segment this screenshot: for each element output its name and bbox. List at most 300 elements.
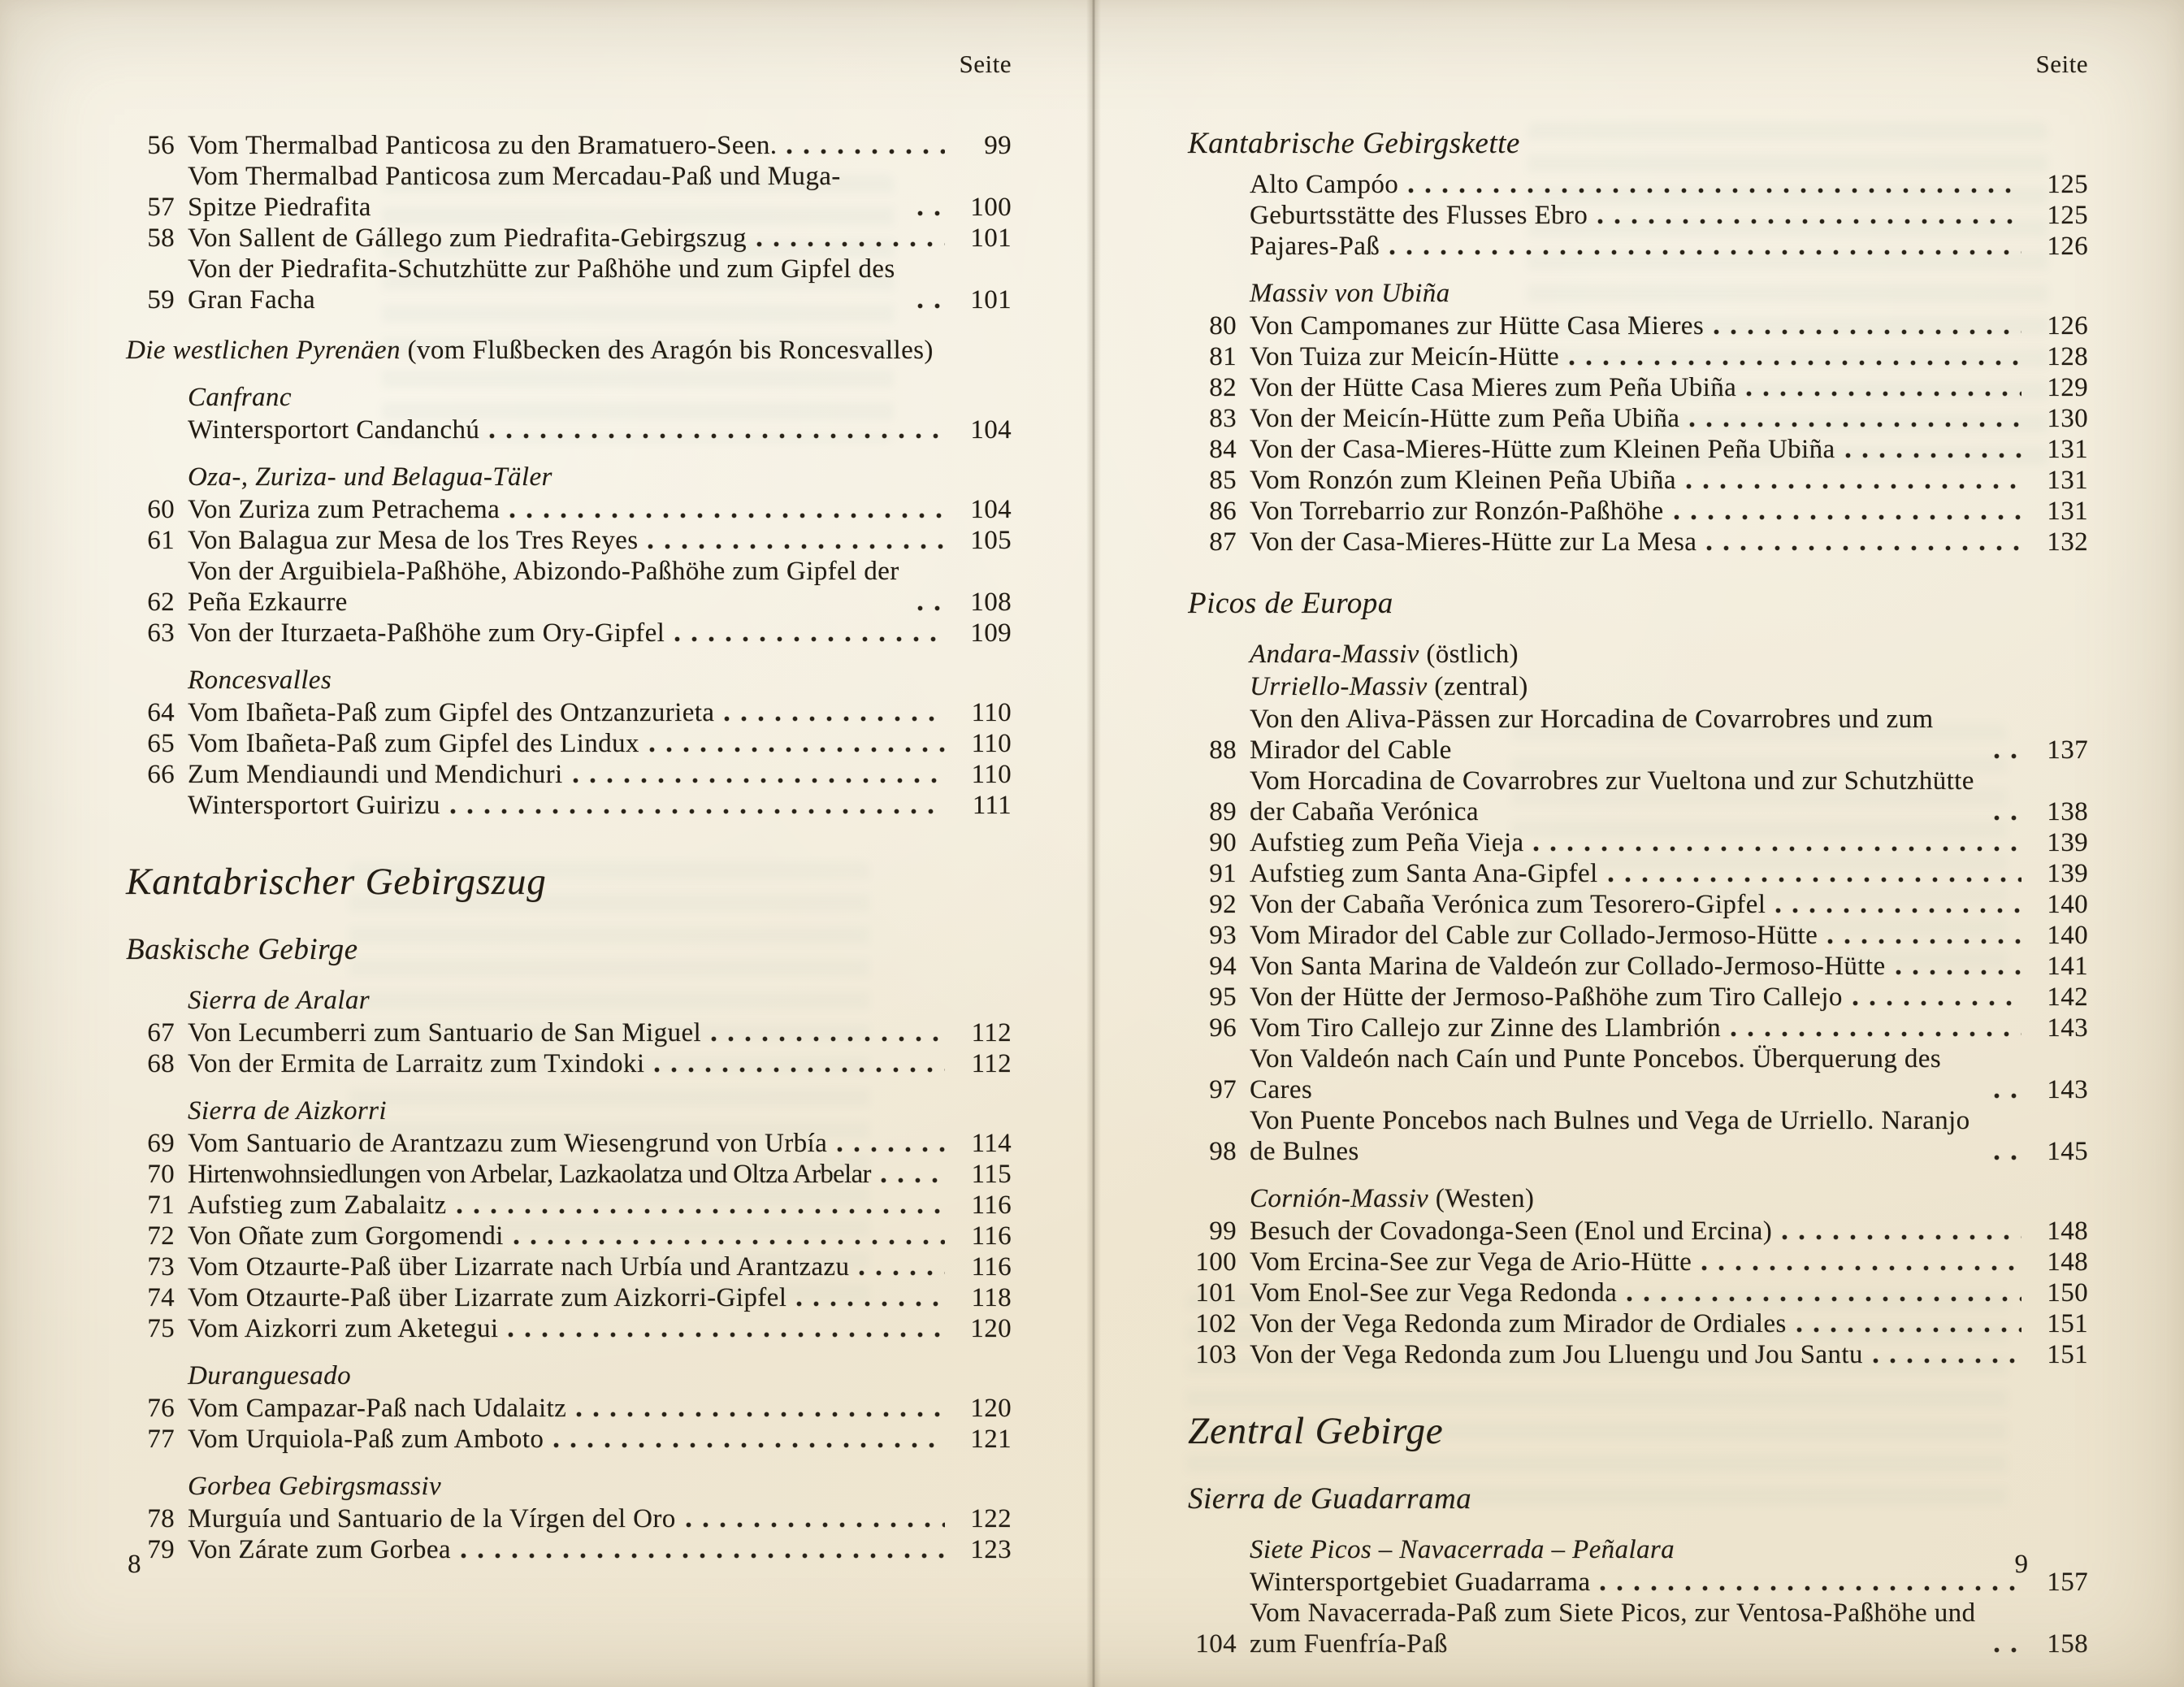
- entry-title: Von Tuiza zur Meicín-Hütte: [1250, 342, 1560, 371]
- entry-body: [1250, 1013, 2030, 1043]
- toc-entry: [1188, 920, 2088, 951]
- entry-page: 140: [2047, 890, 2088, 919]
- entry-body: [1250, 858, 2030, 889]
- dot-leader: [1600, 1584, 2022, 1593]
- entry-title: Wintersportgebiet Guadarrama: [1250, 1568, 1591, 1597]
- entry-title: Von der Casa-Mieres-Hütte zur La Mesa: [1250, 527, 1697, 557]
- entry-page: 142: [2047, 982, 2088, 1012]
- entry-title: Von der Hütte der Jermoso-Paßhöhe zum Tiro Callejo: [1250, 982, 1843, 1012]
- entry-title: Von Valdeón nach Caín und Punte Poncebos. Überquerung des Cares: [1250, 1044, 1942, 1104]
- entry-body: [188, 1048, 953, 1079]
- entry-title: Von Oñate zum Gorgomendi: [188, 1221, 504, 1251]
- entry-number: 72: [147, 1221, 175, 1251]
- entry-title: Von Campomanes zur Hütte Casa Mieres: [1250, 311, 1705, 340]
- entry-body: [188, 130, 953, 161]
- entry-page: 120: [970, 1394, 1012, 1423]
- section-heading: [126, 335, 1012, 366]
- toc-entry: [126, 223, 1012, 254]
- entry-body: [188, 1424, 953, 1455]
- entry-body: [1250, 951, 2030, 982]
- dot-leader: [1746, 389, 2022, 398]
- entry-page: 143: [2047, 1013, 2088, 1043]
- entry-body: [1250, 982, 2030, 1013]
- entry-page: 132: [2047, 527, 2088, 557]
- toc-entry: [1188, 1339, 2088, 1370]
- entry-number: 61: [147, 526, 175, 555]
- entry-number: 83: [1209, 404, 1237, 433]
- entry-page: 126: [2047, 311, 2088, 340]
- entry-page: 112: [971, 1049, 1012, 1078]
- entry-title: Hirtenwohnsiedlungen von Arbelar, Lazkaolatza und Oltza Arbelar: [188, 1160, 871, 1189]
- dot-leader: [1827, 937, 2022, 946]
- toc-entry: [126, 697, 1012, 728]
- entry-number: 69: [147, 1129, 175, 1158]
- entry-number: 80: [1209, 311, 1237, 340]
- entry-page: 104: [970, 495, 1012, 524]
- entry-body: [188, 1393, 953, 1424]
- entry-page: 116: [971, 1252, 1012, 1282]
- entry-number: 95: [1209, 982, 1237, 1012]
- entry-page: 138: [2047, 797, 2088, 826]
- chapter-heading-text: Kantabrischer Gebirgszug: [126, 861, 547, 903]
- dot-leader: [1389, 248, 2022, 257]
- entry-page: 101: [970, 285, 1012, 314]
- subsection-heading-suffix: (Westen): [1428, 1184, 1535, 1213]
- toc-entry: [1188, 1216, 2088, 1247]
- entry-body: [188, 790, 953, 821]
- entry-number: 87: [1209, 527, 1237, 557]
- dot-leader: [917, 209, 945, 218]
- entry-title: Von der Piedrafita-Schutzhütte zur Paßhöhe und zum Gipfel des Gran Facha: [188, 254, 895, 314]
- entry-body: [188, 1282, 953, 1313]
- entry-page: 122: [970, 1504, 1012, 1533]
- entry-title: Von Torrebarrio zur Ronzón-Paßhöhe: [1250, 497, 1664, 526]
- subsection-heading: [1250, 639, 2088, 670]
- dot-leader: [1896, 968, 2022, 977]
- entry-number: 75: [147, 1314, 175, 1343]
- toc-entry: [126, 1282, 1012, 1313]
- dot-leader: [461, 1551, 945, 1560]
- entry-number: 98: [1209, 1137, 1237, 1166]
- entry-number: 76: [147, 1394, 175, 1423]
- dot-leader: [756, 240, 945, 249]
- entry-page: 139: [2047, 859, 2088, 888]
- toc-entry: [1188, 889, 2088, 920]
- entry-body: [1250, 1339, 2030, 1370]
- toc-entry: [126, 1393, 1012, 1424]
- toc-entry: [126, 728, 1012, 759]
- entry-number: 77: [147, 1425, 175, 1454]
- entry-body: [188, 414, 953, 445]
- seite-label: [1188, 49, 2088, 80]
- subsection-heading: [188, 1471, 1012, 1502]
- dot-leader: [1706, 544, 2022, 553]
- subsection-heading: [188, 665, 1012, 696]
- entry-title: Vom Otzaurte-Paß über Lizarrate nach Urbía und Arantzazu: [188, 1252, 850, 1282]
- subsection-heading-text: Urriello-Massiv: [1250, 672, 1428, 701]
- entry-page: 141: [2047, 952, 2088, 981]
- entry-body: [188, 1017, 953, 1048]
- dot-leader: [917, 301, 945, 310]
- toc-entry: [1188, 827, 2088, 858]
- dot-leader: [1852, 999, 2022, 1008]
- subsection-heading: [188, 985, 1012, 1016]
- entry-title: Geburtsstätte des Flusses Ebro: [1250, 201, 1588, 230]
- toc-entry: [126, 1503, 1012, 1534]
- entry-number: 66: [147, 760, 175, 789]
- toc-entry: [1188, 434, 2088, 465]
- toc-list-left: [126, 49, 1012, 1565]
- entry-number: 92: [1209, 890, 1237, 919]
- toc-entry: [126, 1128, 1012, 1159]
- entry-title: Aufstieg zum Santa Ana-Gipfel: [1250, 859, 1598, 888]
- subsection-heading-text: Siete Picos – Navacerrada – Peñalara: [1250, 1535, 1675, 1564]
- entry-title: Von der Casa-Mieres-Hütte zum Kleinen Peña Ubiña: [1250, 435, 1835, 464]
- dot-leader: [553, 1441, 945, 1450]
- entry-page: 157: [2047, 1568, 2088, 1597]
- entry-title: Alto Campóo: [1250, 170, 1399, 199]
- entry-page: 140: [2047, 921, 2088, 950]
- entry-number: 84: [1209, 435, 1237, 464]
- entry-page: 130: [2047, 404, 2088, 433]
- entry-page: 139: [2047, 828, 2088, 857]
- entry-number: 90: [1209, 828, 1237, 857]
- dot-leader: [1775, 906, 2022, 915]
- entry-title: Von Balagua zur Mesa de los Tres Reyes: [188, 526, 639, 555]
- group-heading-text: Picos de Europa: [1188, 587, 1393, 620]
- entry-title: Murguía und Santuario de la Vírgen del Oro: [188, 1504, 676, 1533]
- toc-entry: [1188, 1013, 2088, 1043]
- dot-leader: [881, 1176, 945, 1185]
- entry-page: 99: [984, 131, 1012, 160]
- entry-body: [1250, 200, 2030, 231]
- subsection-heading: [188, 382, 1012, 413]
- subsection-heading: [188, 462, 1012, 492]
- toc-entry: [126, 1313, 1012, 1344]
- toc-list-right: [1188, 49, 2088, 1659]
- entry-body: [188, 254, 953, 315]
- entry-body: [1250, 1247, 2030, 1277]
- entry-number: 97: [1209, 1075, 1237, 1104]
- toc-entry: [1188, 1043, 2088, 1105]
- entry-page: 128: [2047, 342, 2088, 371]
- dot-leader: [508, 1330, 945, 1339]
- entry-title: Vom Aizkorri zum Aketegui: [188, 1314, 499, 1343]
- group-heading: [1188, 585, 2088, 622]
- entry-number: 88: [1209, 735, 1237, 765]
- entry-number: 57: [147, 193, 175, 222]
- entry-number: 67: [147, 1018, 175, 1047]
- entry-body: [1250, 310, 2030, 341]
- entry-body: [188, 759, 953, 790]
- entry-number: 100: [1195, 1247, 1237, 1277]
- toc-entry: [126, 1159, 1012, 1190]
- entry-title: Vom Campazar-Paß nach Udalaitz: [188, 1394, 567, 1423]
- entry-number: 58: [147, 223, 175, 253]
- subsection-heading-text: Canfranc: [188, 383, 292, 412]
- entry-number: 73: [147, 1252, 175, 1282]
- entry-body: [1250, 889, 2030, 920]
- subsection-heading-suffix: (östlich): [1419, 640, 1519, 669]
- entry-title: Von den Aliva-Pässen zur Horcadina de Covarrobres und zum Mirador del Cable: [1250, 705, 1934, 765]
- dot-leader: [648, 542, 945, 551]
- section-heading-suffix: (vom Flußbecken des Aragón bis Roncesvalles): [400, 336, 934, 365]
- entry-title: Besuch der Covadonga-Seen (Enol und Ercina): [1250, 1216, 1773, 1246]
- entry-title: Von der Meicín-Hütte zum Peña Ubiña: [1250, 404, 1680, 433]
- dot-leader: [1796, 1325, 2022, 1334]
- entry-number: 60: [147, 495, 175, 524]
- entry-page: 104: [970, 415, 1012, 445]
- dot-leader: [674, 635, 945, 644]
- entry-body: [1250, 827, 2030, 858]
- entry-title: Von Sallent de Gállego zum Piedrafita-Gebirgszug: [188, 223, 747, 253]
- dot-leader: [1873, 1356, 2022, 1365]
- toc-entry: [126, 161, 1012, 223]
- entry-body: [188, 161, 953, 223]
- subsection-heading-text: Duranguesado: [188, 1361, 351, 1390]
- entry-title: Vom Thermalbad Panticosa zum Mercadau-Paß und Muga-Spitze Piedrafita: [188, 162, 841, 222]
- dot-leader: [837, 1145, 945, 1154]
- entry-page: 116: [971, 1221, 1012, 1251]
- entry-page: 151: [2047, 1309, 2088, 1338]
- toc-entry: [126, 1190, 1012, 1221]
- subsection-heading: [1250, 1183, 2088, 1214]
- dot-leader: [649, 745, 945, 754]
- group-heading: [1188, 1481, 2088, 1518]
- subsection-heading-text: Cornión-Massiv: [1250, 1184, 1429, 1213]
- entry-title: Aufstieg zum Zabalaitz: [188, 1190, 447, 1220]
- entry-number: 70: [147, 1160, 175, 1189]
- dot-leader: [576, 1410, 945, 1419]
- dot-leader: [654, 1065, 945, 1074]
- toc-entry: [1188, 765, 2088, 827]
- subsection-heading: [188, 1095, 1012, 1126]
- entry-body: [188, 1190, 953, 1221]
- entry-body: [1250, 1308, 2030, 1339]
- entry-body: [1250, 1277, 2030, 1308]
- entry-title: Von Puente Poncebos nach Bulnes und Vega de Urriello. Naranjo de Bulnes: [1250, 1106, 1970, 1166]
- entry-title: Von Zárate zum Gorbea: [188, 1535, 451, 1564]
- entry-page: 118: [971, 1283, 1012, 1312]
- toc-entry: [1188, 527, 2088, 557]
- entry-title: Von der Ermita de Larraitz zum Txindoki: [188, 1049, 645, 1078]
- entry-title: Von der Vega Redonda zum Jou Lluengu und Jou Santu: [1250, 1340, 1863, 1369]
- dot-leader: [457, 1207, 945, 1216]
- entry-page: 112: [971, 1018, 1012, 1047]
- seite-label: [126, 49, 1012, 80]
- dot-leader: [1782, 1233, 2022, 1242]
- entry-page: 129: [2047, 373, 2088, 402]
- entry-number: 99: [1209, 1216, 1237, 1246]
- chapter-heading: [1188, 1409, 2088, 1453]
- entry-body: [188, 1534, 953, 1565]
- toc-entry: [1188, 982, 2088, 1013]
- dot-leader: [1701, 1264, 2022, 1273]
- entry-number: 71: [147, 1190, 175, 1220]
- subsection-heading-text: Gorbea Gebirgsmassiv: [188, 1472, 442, 1501]
- entry-title: Vom Ronzón zum Kleinen Peña Ubiña: [1250, 466, 1676, 495]
- entry-body: [188, 1503, 953, 1534]
- entry-page: 131: [2047, 466, 2088, 495]
- toc-entry: [1188, 858, 2088, 889]
- entry-title: Vom Santuario de Arantzazu zum Wiesengrund von Urbía: [188, 1129, 828, 1158]
- subsection-heading-text: Sierra de Aizkorri: [188, 1096, 387, 1125]
- dot-leader: [1408, 186, 2022, 195]
- entry-number: 62: [147, 588, 175, 617]
- entry-body: [1250, 527, 2030, 557]
- entry-body: [1250, 1043, 2030, 1105]
- toc-entry: [1188, 1277, 2088, 1308]
- entry-title: Vom Enol-See zur Vega Redonda: [1250, 1278, 1618, 1308]
- entry-page: 148: [2047, 1216, 2088, 1246]
- entry-page: 131: [2047, 435, 2088, 464]
- toc-entry: [1188, 496, 2088, 527]
- entry-body: [1250, 465, 2030, 496]
- page-number-left: 8: [128, 1550, 141, 1579]
- dot-leader: [711, 1034, 945, 1043]
- entry-body: [1250, 403, 2030, 434]
- toc-entry: [1188, 1247, 2088, 1277]
- group-heading: [126, 931, 1012, 969]
- chapter-heading-text: Zentral Gebirge: [1188, 1410, 1444, 1452]
- entry-number: 74: [147, 1283, 175, 1312]
- entry-page: 125: [2047, 201, 2088, 230]
- entry-page: 151: [2047, 1340, 2088, 1369]
- entry-number: 78: [147, 1504, 175, 1533]
- entry-number: 89: [1209, 797, 1237, 826]
- toc-entry: [1188, 704, 2088, 765]
- dot-leader: [686, 1520, 945, 1529]
- group-heading-text: Sierra de Guadarrama: [1188, 1482, 1472, 1516]
- subsection-heading-suffix: (zentral): [1427, 672, 1528, 701]
- entry-number: 68: [147, 1049, 175, 1078]
- entry-number: 94: [1209, 952, 1237, 981]
- toc-entry: [126, 1221, 1012, 1251]
- dot-leader: [573, 776, 945, 785]
- toc-entry: [1188, 403, 2088, 434]
- entry-page: 110: [971, 698, 1012, 727]
- toc-entry: [1188, 231, 2088, 262]
- toc-entry: [126, 1424, 1012, 1455]
- subsection-heading-text: Sierra de Aralar: [188, 986, 370, 1015]
- entry-title: Vom Urquiola-Paß zum Amboto: [188, 1425, 544, 1454]
- entry-page: 148: [2047, 1247, 2088, 1277]
- entry-page: 121: [970, 1425, 1012, 1454]
- entry-body: [188, 1221, 953, 1251]
- entry-number: 56: [147, 131, 175, 160]
- dot-leader: [509, 511, 945, 520]
- entry-page: 123: [970, 1535, 1012, 1564]
- toc-entry: [126, 254, 1012, 315]
- entry-page: 116: [971, 1190, 1012, 1220]
- entry-title: Vom Navacerrada-Paß zum Siete Picos, zur Ventosa-Paßhöhe und zum Fuenfría-Paß: [1250, 1598, 1976, 1659]
- toc-entry: [1188, 1567, 2088, 1598]
- entry-title: Vom Ibañeta-Paß zum Gipfel des Ontzanzurieta: [188, 698, 715, 727]
- entry-page: 110: [971, 729, 1012, 758]
- entry-page: 131: [2047, 497, 2088, 526]
- dot-leader: [724, 714, 945, 723]
- entry-number: 93: [1209, 921, 1237, 950]
- entry-page: 111: [972, 791, 1012, 820]
- entry-page: 110: [971, 760, 1012, 789]
- seite-label-text: Seite: [959, 50, 1012, 78]
- entry-number: 59: [147, 285, 175, 314]
- entry-page: 137: [2047, 735, 2088, 765]
- entry-number: 63: [147, 618, 175, 648]
- toc-entry: [1188, 372, 2088, 403]
- dot-leader: [1994, 1091, 2022, 1100]
- toc-entry: [1188, 341, 2088, 372]
- entry-body: [188, 1251, 953, 1282]
- toc-entry: [126, 414, 1012, 445]
- entry-title: Wintersportort Guirizu: [188, 791, 440, 820]
- dot-leader: [450, 807, 945, 816]
- entry-body: [188, 525, 953, 556]
- page-right: [1092, 0, 2184, 1687]
- toc-entry: [1188, 1308, 2088, 1339]
- dot-leader: [1674, 513, 2022, 522]
- dot-leader: [1845, 451, 2022, 460]
- entry-body: [188, 728, 953, 759]
- dot-leader: [859, 1269, 945, 1277]
- entry-number: 65: [147, 729, 175, 758]
- entry-title: Von Santa Marina de Valdeón zur Collado-Jermoso-Hütte: [1250, 952, 1886, 981]
- page-number-right: 9: [2014, 1550, 2028, 1579]
- group-heading-text: Baskische Gebirge: [126, 933, 358, 966]
- dot-leader: [1608, 875, 2022, 884]
- seite-label-text: Seite: [2035, 50, 2088, 78]
- entry-title: Von Lecumberri zum Santuario de San Miguel: [188, 1018, 702, 1047]
- toc-entry: [126, 759, 1012, 790]
- dot-leader: [1569, 358, 2022, 367]
- dot-leader: [1689, 420, 2022, 429]
- entry-body: [1250, 1105, 2030, 1167]
- entry-body: [1250, 1567, 2030, 1598]
- toc-entry: [1188, 465, 2088, 496]
- dot-leader: [489, 432, 945, 440]
- entry-page: 100: [970, 193, 1012, 222]
- toc-entry: [126, 1017, 1012, 1048]
- toc-entry: [1188, 169, 2088, 200]
- entry-body: [188, 1128, 953, 1159]
- entry-page: 125: [2047, 170, 2088, 199]
- entry-page: 108: [970, 588, 1012, 617]
- dot-leader: [917, 604, 945, 613]
- entry-body: [1250, 496, 2030, 527]
- toc-entry: [126, 130, 1012, 161]
- entry-body: [188, 494, 953, 525]
- entry-title: Vom Ibañeta-Paß zum Gipfel des Lindux: [188, 729, 639, 758]
- toc-entry: [1188, 1105, 2088, 1167]
- entry-body: [1250, 704, 2030, 765]
- toc-entry: [126, 618, 1012, 648]
- entry-title: Vom Tiro Callejo zur Zinne des Llambrión: [1250, 1013, 1722, 1043]
- entry-page: 109: [970, 618, 1012, 648]
- dot-leader: [1994, 813, 2022, 822]
- toc-entry: [126, 525, 1012, 556]
- entry-title: Vom Mirador del Cable zur Collado-Jermoso-Hütte: [1250, 921, 1818, 950]
- entry-body: [188, 697, 953, 728]
- entry-title: Von der Vega Redonda zum Mirador de Ordiales: [1250, 1309, 1787, 1338]
- entry-number: 101: [1195, 1278, 1237, 1308]
- entry-body: [188, 556, 953, 618]
- entry-number: 102: [1195, 1309, 1237, 1338]
- entry-number: 104: [1195, 1629, 1237, 1659]
- toc-entry: [1188, 951, 2088, 982]
- entry-title: Vom Horcadina de Covarrobres zur Vueltona und zur Schutzhütte der Cabaña Verónica: [1250, 766, 1974, 826]
- entry-number: 86: [1209, 497, 1237, 526]
- entry-title: Zum Mendiaundi und Mendichuri: [188, 760, 563, 789]
